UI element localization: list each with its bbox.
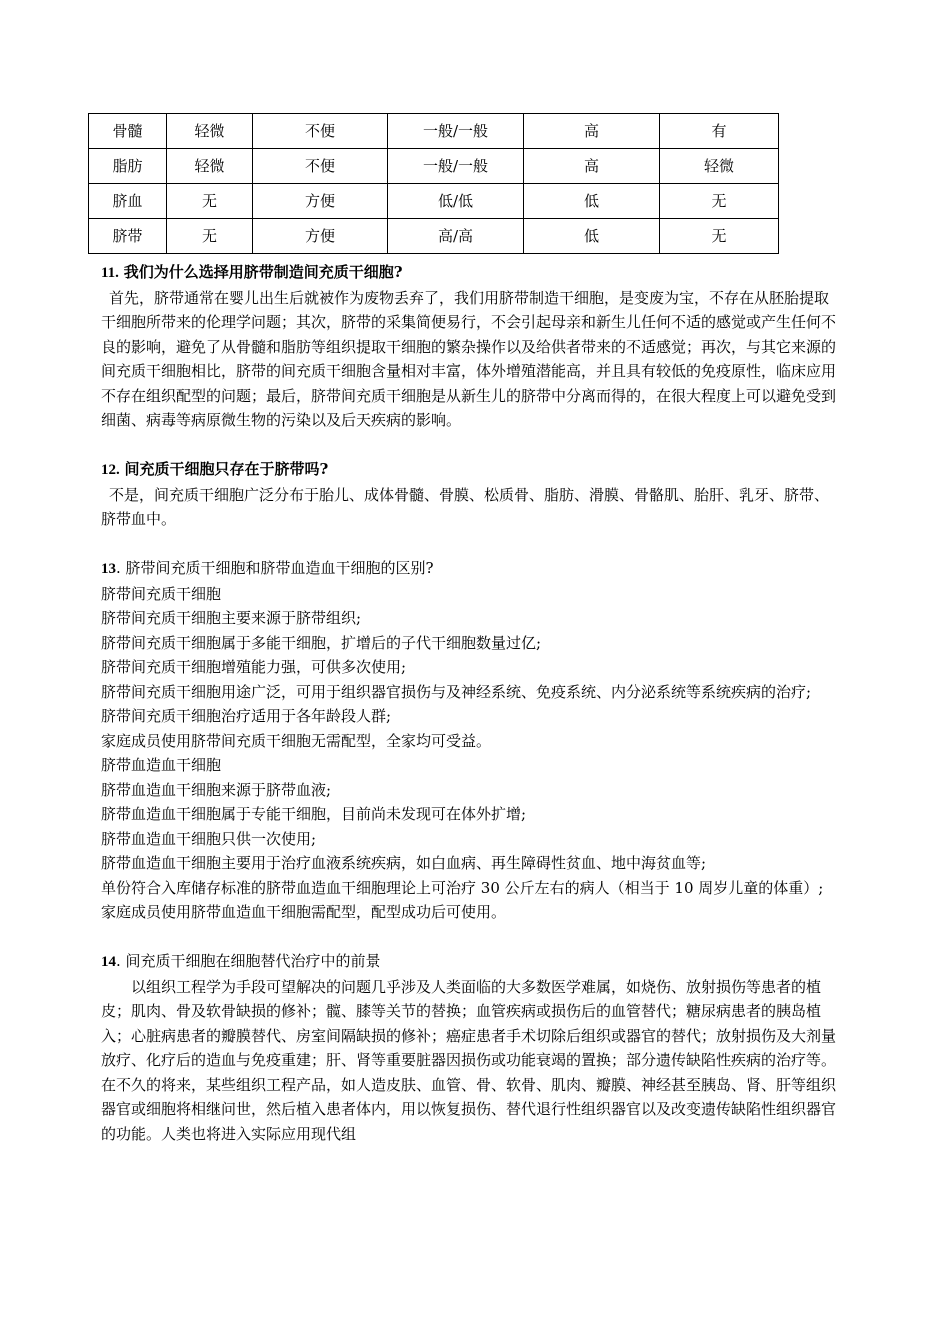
list-item: 脐带间充质干细胞主要来源于脐带组织; (101, 609, 362, 627)
question-12-body: 不是，间充质干细胞广泛分布于胎儿、成体骨髓、骨膜、松质骨、脂肪、滑膜、骨骼肌、胎肝、乳牙、脐带、脐带血中。 (101, 485, 830, 528)
table-cell: 方便 (253, 184, 388, 219)
question-13-heading (101, 556, 841, 582)
table-cell: 低/低 (388, 184, 524, 219)
question-title: 我们为什么选择用脐带制造间充质干细胞? (123, 263, 403, 281)
question-number: 14 (101, 954, 116, 970)
question-14-heading (101, 949, 841, 975)
table-row (89, 114, 779, 149)
table-row (89, 184, 779, 219)
table-cell: 高 (524, 114, 660, 149)
table-cell: 无 (660, 184, 779, 219)
list-item: 脐带血造血干细胞主要用于治疗血液系统疾病，如白血病、再生障碍性贫血、地中海贫血等; (101, 854, 707, 872)
list-item: 脐带间充质干细胞属于多能干细胞，扩增后的子代干细胞数量过亿; (101, 633, 542, 652)
table-row (89, 149, 779, 184)
table-cell: 无 (167, 184, 253, 219)
list-item: 脐带间充质干细胞 (101, 584, 222, 603)
list-item: 脐带间充质干细胞用途广泛，可用于组织器官损伤与及神经系统、免疫系统、内分泌系统等系统疾病的治疗; (101, 682, 812, 701)
table-row (89, 219, 779, 254)
table-cell: 有 (660, 114, 779, 149)
table-cell: 高/高 (388, 219, 524, 254)
question-14-body: 以组织工程学为手段可望解决的问题几乎涉及人类面临的大多数医学难属，如烧伤、放射损伤等患者的植皮；肌肉、骨及软骨缺损的修补；髋、膝等关节的替换；血管疾病或损伤后的血管替代；糖尿病患者的胰岛植入；心脏病患者的瓣膜替代、房室间隔缺损的修补；癌症患者手术切除后组织或器官的替代；放射损伤及大剂量放疗、化疗后的造血与免疫重建；肝、肾等重要脏器因损伤或功能衰竭的置换；部分遗传缺陷性疾病的治疗等。在不久的将来，某些组织工程产品，如人造皮肤、血管、骨、软骨、肌肉、瓣膜、神经甚至胰岛、肾、肝等组织器官或细胞将相继问世，然后植入患者体内，用以恢复损伤、替代退行性组织器官以及改变遗传缺陷性组织器官的功能。人类也将进入实际应用现代组 (101, 977, 837, 1143)
question-11-heading (101, 260, 841, 286)
list-item: 脐带血造血干细胞 (101, 756, 222, 774)
list-item: 脐带血造血干细胞属于专能干细胞，目前尚未发现可在体外扩增; (101, 805, 527, 823)
question-title: . 间充质干细胞在细胞替代治疗中的前景 (116, 952, 381, 970)
table-cell: 不便 (253, 114, 388, 149)
table-cell: 轻微 (660, 149, 779, 184)
question-12-heading (101, 457, 841, 483)
question-number: 12. (101, 462, 120, 478)
table-cell: 脂肪 (89, 149, 167, 184)
table-cell: 低 (524, 219, 660, 254)
table-cell: 轻微 (167, 149, 253, 184)
question-title: . 脐带间充质干细胞和脐带血造血干细胞的区别? (116, 559, 434, 577)
list-item: 脐带血造血干细胞只供一次使用; (101, 829, 317, 848)
question-number: 11. (101, 265, 119, 281)
table-cell: 脐带 (89, 219, 167, 254)
table-cell: 低 (524, 184, 660, 219)
table-cell: 无 (660, 219, 779, 254)
list-item: 脐带间充质干细胞增殖能力强，可供多次使用; (101, 658, 407, 676)
table-cell: 轻微 (167, 114, 253, 149)
table-cell: 高 (524, 149, 660, 184)
question-title: 间充质干细胞只存在于脐带吗? (124, 460, 329, 478)
question-number: 13 (101, 561, 116, 577)
list-item: 家庭成员使用脐带血造血干细胞需配型，配型成功后可使用。 (101, 903, 507, 921)
comparison-table (88, 113, 779, 254)
table-cell: 不便 (253, 149, 388, 184)
table-cell: 无 (167, 219, 253, 254)
table-cell: 脐血 (89, 184, 167, 219)
table-cell: 方便 (253, 219, 388, 254)
table-cell: 一般/一般 (388, 114, 524, 149)
table-cell: 一般/一般 (388, 149, 524, 184)
question-11-body: 首先，脐带通常在婴儿出生后就被作为废物丢弃了，我们用脐带制造干细胞，是变废为宝，不存在从胚胎提取干细胞所带来的伦理学问题；其次，脐带的采集简便易行，不会引起母亲和新生儿任何不适的感觉或产生任何不良的影响，避免了从骨髓和脂肪等组织提取干细胞的繁杂操作以及给供者带来的不适感觉；再次，与其它来源的间充质干细胞相比，脐带的间充质干细胞含量相对丰富，体外增殖潜能高，并且具有较低的免疫原性，临床应用不存在组织配型的问题；最后，脐带间充质干细胞是从新生儿的脐带中分离而得的，在很大程度上可以避免受到细菌、病毒等病原微生物的污染以及后天疾病的影响。 (101, 288, 837, 429)
list-item: 单份符合入库储存标准的脐带血造血干细胞理论上可治疗 30 公斤左右的病人（相当于 10 周岁儿童的体重）; (101, 878, 824, 897)
document-body (101, 260, 841, 1146)
list-item: 脐带间充质干细胞治疗适用于各年龄段人群; (101, 707, 392, 725)
list-item: 家庭成员使用脐带间充质干细胞无需配型，全家均可受益。 (101, 731, 492, 750)
table-cell: 骨髓 (89, 114, 167, 149)
list-item: 脐带血造血干细胞来源于脐带血液; (101, 780, 332, 799)
